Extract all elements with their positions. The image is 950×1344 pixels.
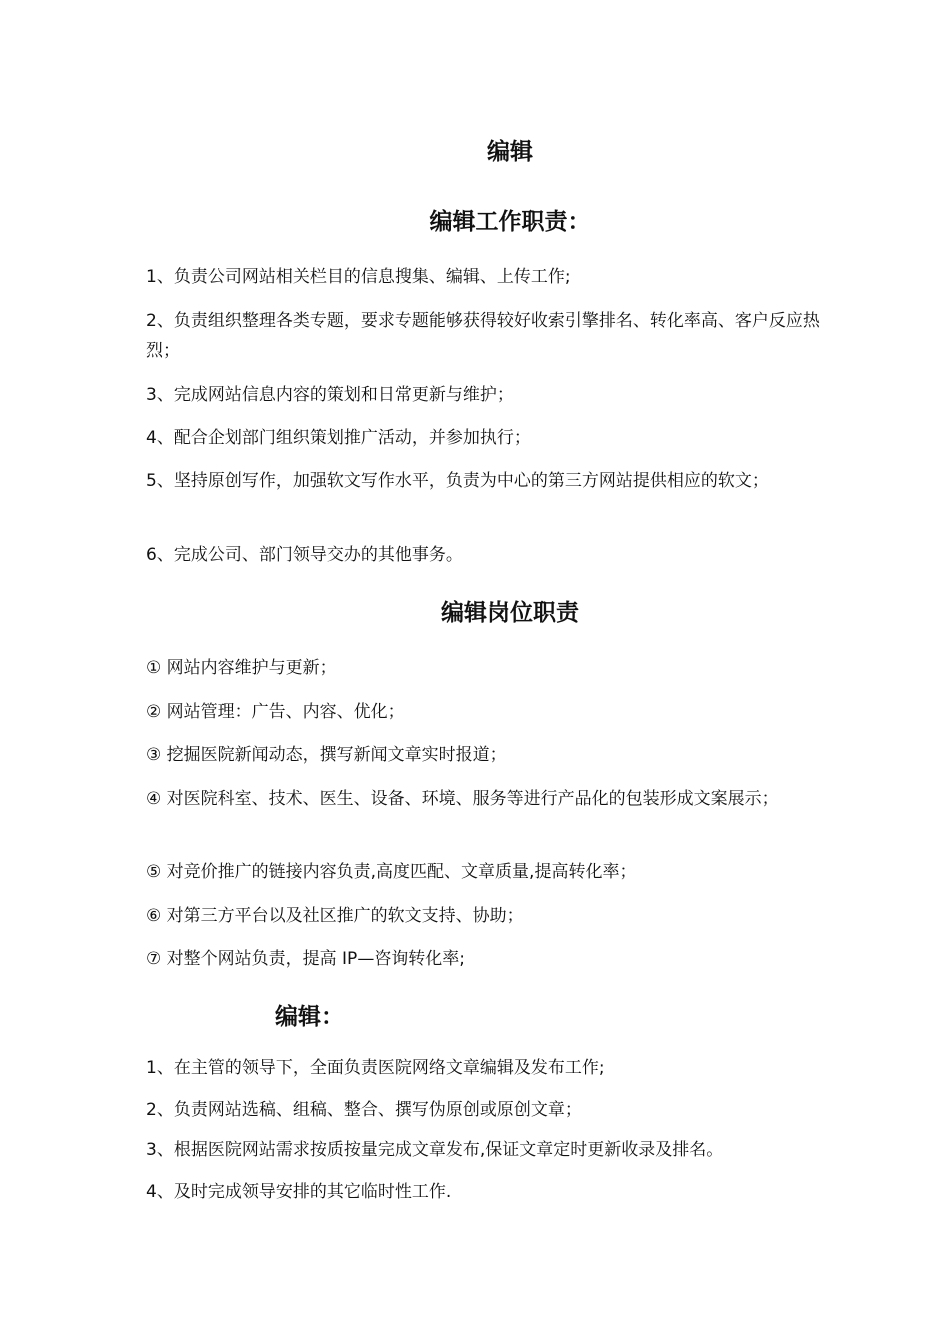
post-item-3: ③ 挖掘医院新闻动态，撰写新闻文章实时报道； [146, 745, 507, 765]
duty-item-4: 4、配合企划部门组织策划推广活动，并参加执行； [146, 428, 531, 448]
duty-item-3: 3、完成网站信息内容的策划和日常更新与维护； [146, 385, 514, 405]
editor-item-1: 1、在主管的领导下，全面负责医院网络文章编辑及发布工作; [146, 1058, 605, 1078]
editor-item-2: 2、负责网站选稿、组稿、整合、撰写伪原创或原创文章； [146, 1100, 582, 1120]
document-title: 编辑 [487, 139, 533, 165]
editor-item-4: 4、及时完成领导安排的其它临时性工作. [146, 1182, 452, 1202]
post-item-7: ⑦ 对整个网站负责，提高 IP—咨询转化率; [146, 949, 466, 969]
section-heading-work-duties: 编辑工作职责： [429, 209, 591, 235]
duty-item-5: 5、坚持原创写作，加强软文写作水平，负责为中心的第三方网站提供相应的软文； [146, 471, 769, 491]
section-heading-editor: 编辑： [275, 1004, 344, 1030]
section-heading-post-duties: 编辑岗位职责 [441, 600, 579, 626]
duty-item-2: 2、负责组织整理各类专题，要求专题能够获得较好收索引擎排名、转化率高、客户反应热烈； [146, 311, 820, 361]
duty-item-6: 6、完成公司、部门领导交办的其他事务。 [146, 545, 463, 565]
post-item-2: ② 网站管理：广告、内容、优化； [146, 702, 405, 722]
post-item-1: ① 网站内容维护与更新； [146, 658, 337, 678]
post-item-4: ④ 对医院科室、技术、医生、设备、环境、服务等进行产品化的包装形成文案展示； [146, 789, 779, 809]
post-item-6: ⑥ 对第三方平台以及社区推广的软文支持、协助； [146, 906, 524, 926]
editor-item-3: 3、根据医院网站需求按质按量完成文章发布,保证文章定时更新收录及排名。 [146, 1140, 724, 1160]
duty-item-1: 1、负责公司网站相关栏目的信息搜集、编辑、上传工作; [146, 267, 571, 287]
post-item-5: ⑤ 对竞价推广的链接内容负责,高度匹配、文章质量,提高转化率； [146, 862, 637, 882]
